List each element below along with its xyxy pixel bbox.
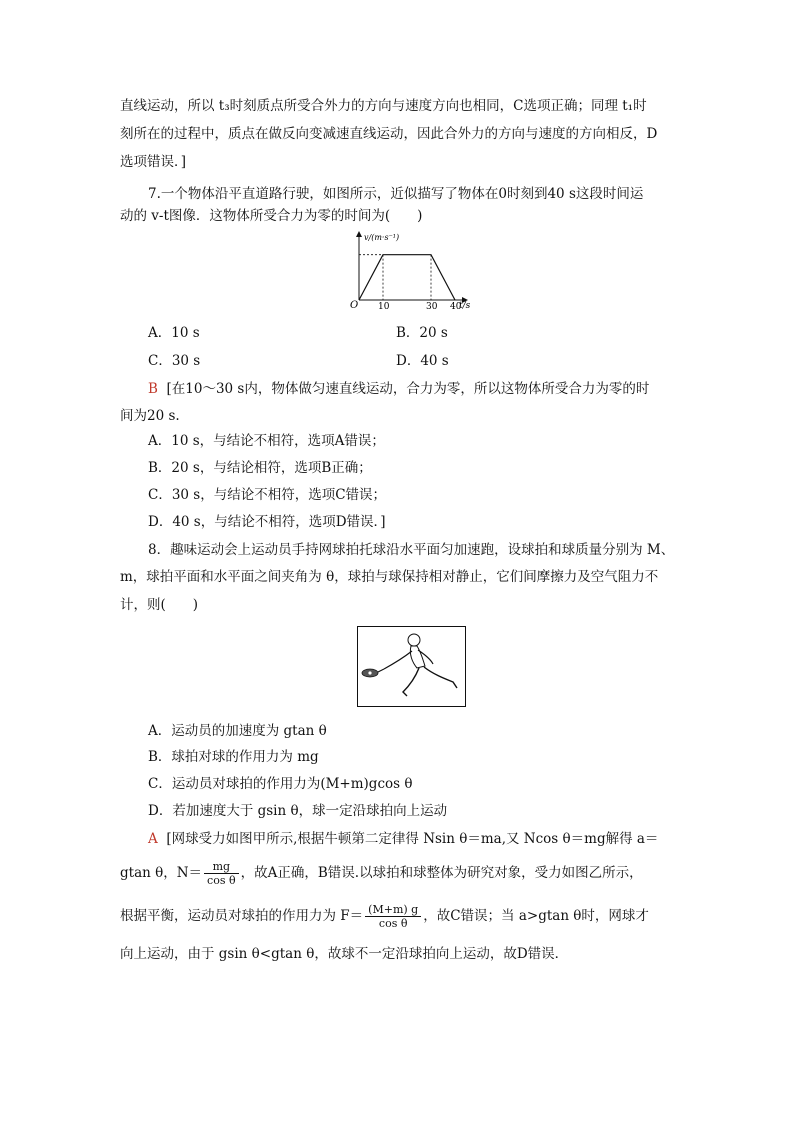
frac2-denominator: cos θ bbox=[378, 917, 408, 930]
prev-line-1: 直线运动，所以 t₃时刻质点所受合外力的方向与速度方向也相同，C选项正确；同理 t₁时 bbox=[120, 98, 647, 114]
q8-analysis-line-4: 向上运动，由于 gsin θ<gtan θ，故球不一定沿球拍向上运动，故D错误． bbox=[120, 946, 569, 962]
x-tick-label: 10 bbox=[378, 302, 390, 310]
q7-answer-letter: B bbox=[148, 381, 158, 397]
q8-analysis-line-3 bbox=[120, 903, 649, 930]
q7-option-d: D．40 s bbox=[396, 353, 449, 369]
fraction-mg-over-cos bbox=[204, 860, 239, 887]
q8-a3-pre: 根据平衡，运动员对球拍的作用力为 F＝ bbox=[120, 908, 364, 924]
head-icon bbox=[408, 634, 420, 646]
velocity-series-line bbox=[359, 255, 455, 300]
frac1-numerator: mg bbox=[204, 860, 239, 874]
q7-analysis-line-1 bbox=[148, 380, 649, 398]
x-axis-label: t/s bbox=[459, 301, 471, 310]
q8-option-d: D．若加速度大于 gsin θ，球一定沿球拍向上运动 bbox=[148, 803, 448, 819]
vt-chart bbox=[345, 228, 480, 310]
q8-answer-letter: A bbox=[148, 831, 158, 847]
q8-analysis-text: [网球受力如图甲所示,根据牛顿第二定律得 Nsin θ＝ma,又 Ncos θ＝mg解得 a＝ bbox=[166, 831, 659, 847]
q8-option-a: A．运动员的加速度为 gtan θ bbox=[148, 723, 327, 739]
q8-a3-post: ，故C错误；当 a>gtan θ时，网球才 bbox=[423, 908, 649, 924]
q7-stem-line-2: 动的 v-t图像．这物体所受合力为零的时间为( ) bbox=[120, 208, 423, 224]
q7-review-a: A．10 s，与结论不相符，选项A错误； bbox=[148, 433, 385, 449]
x-tick-label: 40 bbox=[450, 302, 462, 310]
q8-a2-pre: gtan θ，N＝ bbox=[120, 865, 203, 881]
q8-a2-post: ，故A正确，B错误.以球拍和球整体为研究对象，受力如图乙所示， bbox=[240, 865, 643, 881]
q7-option-a: A．10 s bbox=[148, 325, 200, 341]
q8-stem-line-2: m，球拍平面和水平面之间夹角为 θ，球拍与球保持相对静止，它们间摩擦力及空气阻力不 bbox=[120, 569, 659, 585]
q7-option-b: B．20 s bbox=[396, 325, 448, 341]
ball-icon bbox=[368, 671, 371, 674]
q7-review-d: D．40 s，与结论不相符，选项D错误．] bbox=[148, 514, 386, 530]
prev-line-3: 选项错误．] bbox=[120, 154, 187, 170]
fraction-total-weight-over-cos bbox=[365, 903, 421, 930]
q7-analysis-text: [在10～30 s内，物体做匀速直线运动，合力为零，所以这物体所受合力为零的时 bbox=[166, 381, 650, 397]
q7-analysis-line-2: 间为20 s. bbox=[120, 408, 180, 424]
frac2-numerator: (M+m) g bbox=[365, 903, 421, 917]
q8-option-c: C．运动员对球拍的作用力为(M+m)gcos θ bbox=[148, 776, 413, 792]
q7-option-c: C．30 s bbox=[148, 353, 201, 369]
prev-line-2: 刻所在的过程中，质点在做反向变减速直线运动，因此合外力的方向与速度的方向相反，D bbox=[120, 126, 658, 142]
q8-analysis-line-2 bbox=[120, 860, 643, 887]
origin-label: O bbox=[350, 300, 359, 310]
q8-stem-line-3: 计，则( ) bbox=[120, 597, 199, 613]
q7-stem-line-1: 7.一个物体沿平直道路行驶，如图所示，近似描写了物体在0时刻到40 s这段时间运 bbox=[148, 186, 644, 202]
q8-analysis-line-1 bbox=[148, 830, 658, 848]
q8-option-b: B．球拍对球的作用力为 mg bbox=[148, 749, 319, 765]
y-axis-label: v/(m·s⁻¹) bbox=[364, 233, 400, 242]
frac1-denominator: cos θ bbox=[207, 874, 236, 887]
athlete-figure bbox=[357, 626, 466, 707]
q7-review-b: B．20 s，与结论相符，选项B正确； bbox=[148, 460, 372, 476]
q8-stem-line-1: 8．趣味运动会上运动员手持网球拍托球沿水平面匀加速跑，设球拍和球质量分别为 M、 bbox=[148, 542, 675, 558]
x-tick-label: 30 bbox=[426, 302, 438, 310]
q7-review-c: C．30 s，与结论不相符，选项C错误； bbox=[148, 487, 387, 503]
